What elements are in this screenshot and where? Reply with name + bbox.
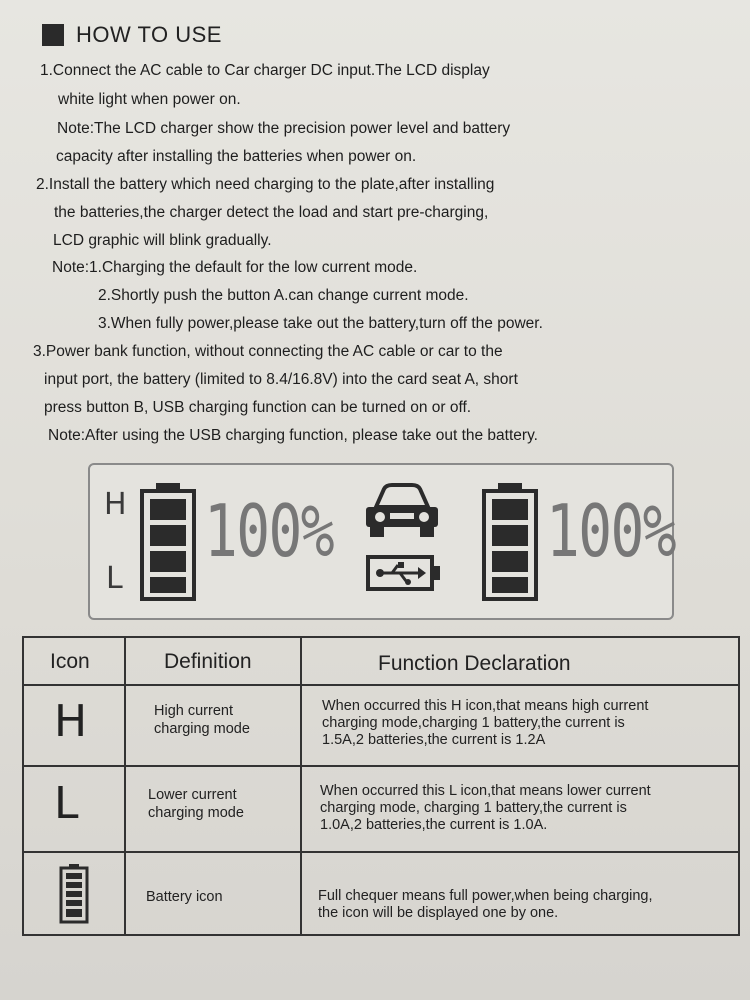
- function-line: the icon will be displayed one by one.: [318, 905, 559, 921]
- function-line: charging mode, charging 1 battery,the current is: [320, 800, 627, 816]
- instruction-line: Note:The LCD charger show the precision power level and battery: [57, 120, 511, 137]
- section-heading: [42, 22, 222, 48]
- table-icon-h: H: [54, 696, 88, 747]
- lcd-low-label: L: [106, 561, 123, 596]
- function-line: 1.5A,2 batteries,the current is 1.2A: [322, 732, 546, 748]
- instruction-line: capacity after installing the batteries when power on.: [56, 148, 417, 165]
- icon-definition-table: [22, 636, 740, 936]
- definition-line: Battery icon: [146, 889, 223, 905]
- lcd-display: [88, 463, 674, 620]
- column-divider: [300, 638, 302, 934]
- usb-battery-icon: [366, 553, 442, 593]
- definition-line: charging mode: [154, 721, 250, 737]
- instruction-line: 3.Power bank function, without connecting the AC cable or car to the: [33, 343, 503, 360]
- function-line: Full chequer means full power,when being charging,: [318, 888, 653, 904]
- row-divider: [24, 765, 738, 767]
- header-icon: Icon: [50, 650, 90, 673]
- definition-line: charging mode: [148, 805, 244, 821]
- function-cell: [318, 888, 653, 922]
- car-icon: [362, 483, 442, 539]
- function-line: charging mode,charging 1 battery,the current is: [322, 715, 625, 731]
- function-line: When occurred this H icon,that means high current: [322, 698, 649, 714]
- function-cell: [322, 698, 648, 749]
- instruction-line: 3.When fully power,please take out the battery,turn off the power.: [98, 315, 543, 332]
- definition-cell: [154, 702, 250, 738]
- definition-cell: [148, 786, 244, 822]
- column-divider: [124, 638, 126, 934]
- definition-line: High current: [154, 703, 233, 719]
- instruction-line: 2.Shortly push the button A.can change current mode.: [98, 287, 469, 304]
- instruction-line: input port, the battery (limited to 8.4/16.8V) into the card seat A, short: [44, 371, 518, 388]
- instruction-line: Note:1.Charging the default for the low current mode.: [52, 259, 418, 276]
- heading-title: HOW TO USE: [76, 22, 222, 47]
- battery-icon: [478, 483, 542, 601]
- battery-icon: [58, 864, 90, 924]
- function-line: 1.0A,2 batteries,the current is 1.0A.: [320, 817, 548, 833]
- battery-icon: [136, 483, 200, 601]
- row-divider: [24, 851, 738, 853]
- definition-cell: [146, 888, 223, 906]
- instruction-line: LCD graphic will blink gradually.: [53, 232, 272, 249]
- instruction-line: Note:After using the USB charging function, please take out the battery.: [48, 427, 538, 444]
- lcd-high-label: H: [104, 487, 127, 522]
- definition-line: Lower current: [148, 787, 237, 803]
- row-divider: [24, 684, 738, 686]
- header-function: Function Declaration: [378, 652, 571, 675]
- instruction-line: 2.Install the battery which need charging to the plate,after installing: [36, 176, 495, 193]
- function-line: When occurred this L icon,that means lower current: [320, 783, 651, 799]
- header-definition: Definition: [164, 650, 252, 673]
- instruction-line: white light when power on.: [58, 91, 241, 108]
- instruction-line: press button B, USB charging function can be turned on or off.: [44, 399, 472, 416]
- lcd-right-percent: 100%: [546, 489, 676, 573]
- function-cell: [320, 783, 651, 834]
- heading-square-icon: [42, 24, 64, 46]
- instruction-line: the batteries,the charger detect the load and start pre-charging,: [54, 204, 489, 221]
- table-icon-l: L: [54, 778, 79, 829]
- lcd-left-percent: 100%: [204, 489, 334, 573]
- instruction-line: 1.Connect the AC cable to Car charger DC input.The LCD display: [40, 62, 490, 79]
